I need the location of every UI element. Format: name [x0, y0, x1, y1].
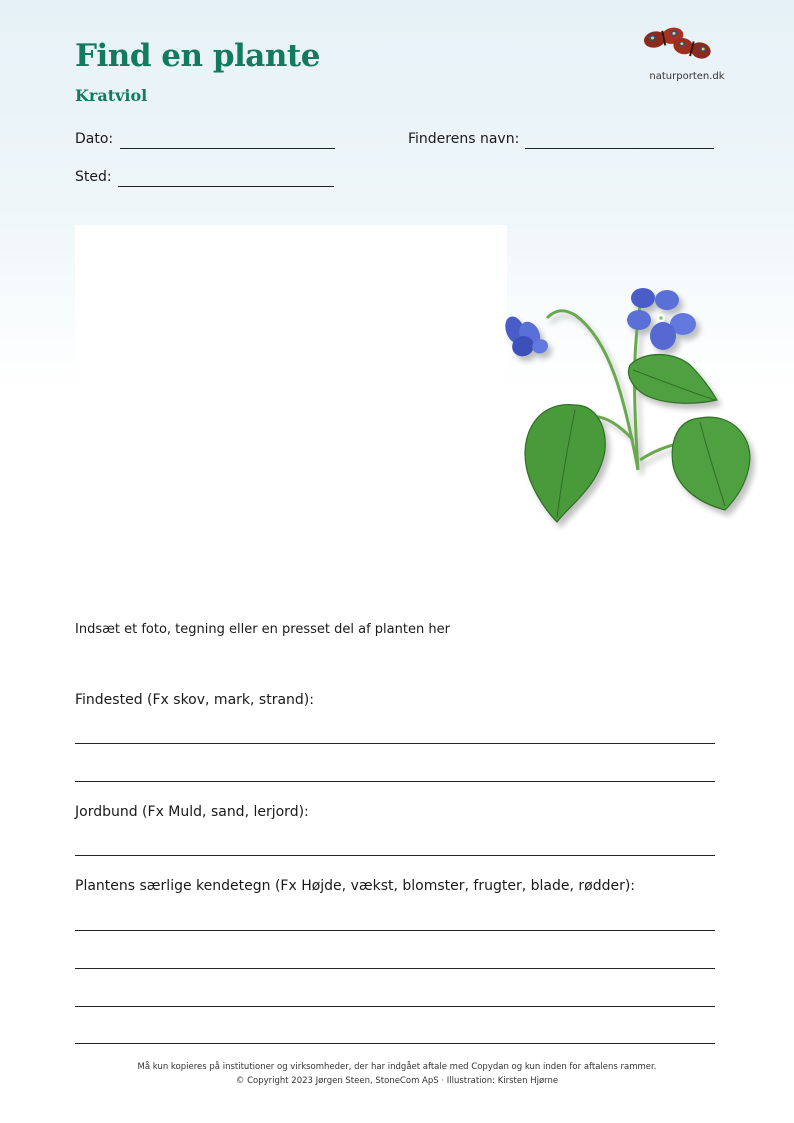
- question-soil: Jordbund (Fx Muld, sand, lerjord):: [75, 804, 309, 820]
- finder-name-line[interactable]: [525, 148, 714, 149]
- photo-hint: Indsæt et foto, tegning eller en presset del af planten her: [75, 622, 450, 637]
- answer-line[interactable]: [75, 1043, 715, 1044]
- butterflies-icon: [636, 26, 720, 64]
- date-field[interactable]: [75, 131, 337, 151]
- photo-area[interactable]: [75, 225, 507, 605]
- page-title: Find en plante: [75, 38, 320, 74]
- place-label: Sted:: [75, 169, 112, 185]
- site-logo[interactable]: [630, 26, 750, 86]
- copyright-notice: Må kun kopieres på institutioner og virksomheder, der har indgået aftale med Copydan og kun inden for aftalens rammer.: [137, 1062, 657, 1072]
- place-line[interactable]: [118, 186, 334, 187]
- question-location: Findested (Fx skov, mark, strand):: [75, 692, 314, 708]
- logo-text[interactable]: naturporten.dk: [649, 71, 725, 82]
- answer-line[interactable]: [75, 781, 715, 782]
- place-field[interactable]: [75, 169, 337, 189]
- plant-name: Kratviol: [75, 86, 148, 105]
- answer-line[interactable]: [75, 968, 715, 969]
- answer-line[interactable]: [75, 1006, 715, 1007]
- violet-plant-illustration: [495, 270, 765, 540]
- finder-name-label: Finderens navn:: [408, 131, 520, 147]
- answer-line[interactable]: [75, 855, 715, 856]
- answer-line[interactable]: [75, 930, 715, 931]
- answer-line[interactable]: [75, 743, 715, 744]
- copyright-credit: © Copyright 2023 Jørgen Steen, StoneCom ApS · Illustration: Kirsten Hjørne: [235, 1076, 559, 1086]
- date-line[interactable]: [120, 148, 335, 149]
- finder-name-field[interactable]: [408, 131, 716, 151]
- date-label: Dato:: [75, 131, 114, 147]
- question-features: Plantens særlige kendetegn (Fx Højde, vækst, blomster, frugter, blade, rødder):: [75, 878, 636, 894]
